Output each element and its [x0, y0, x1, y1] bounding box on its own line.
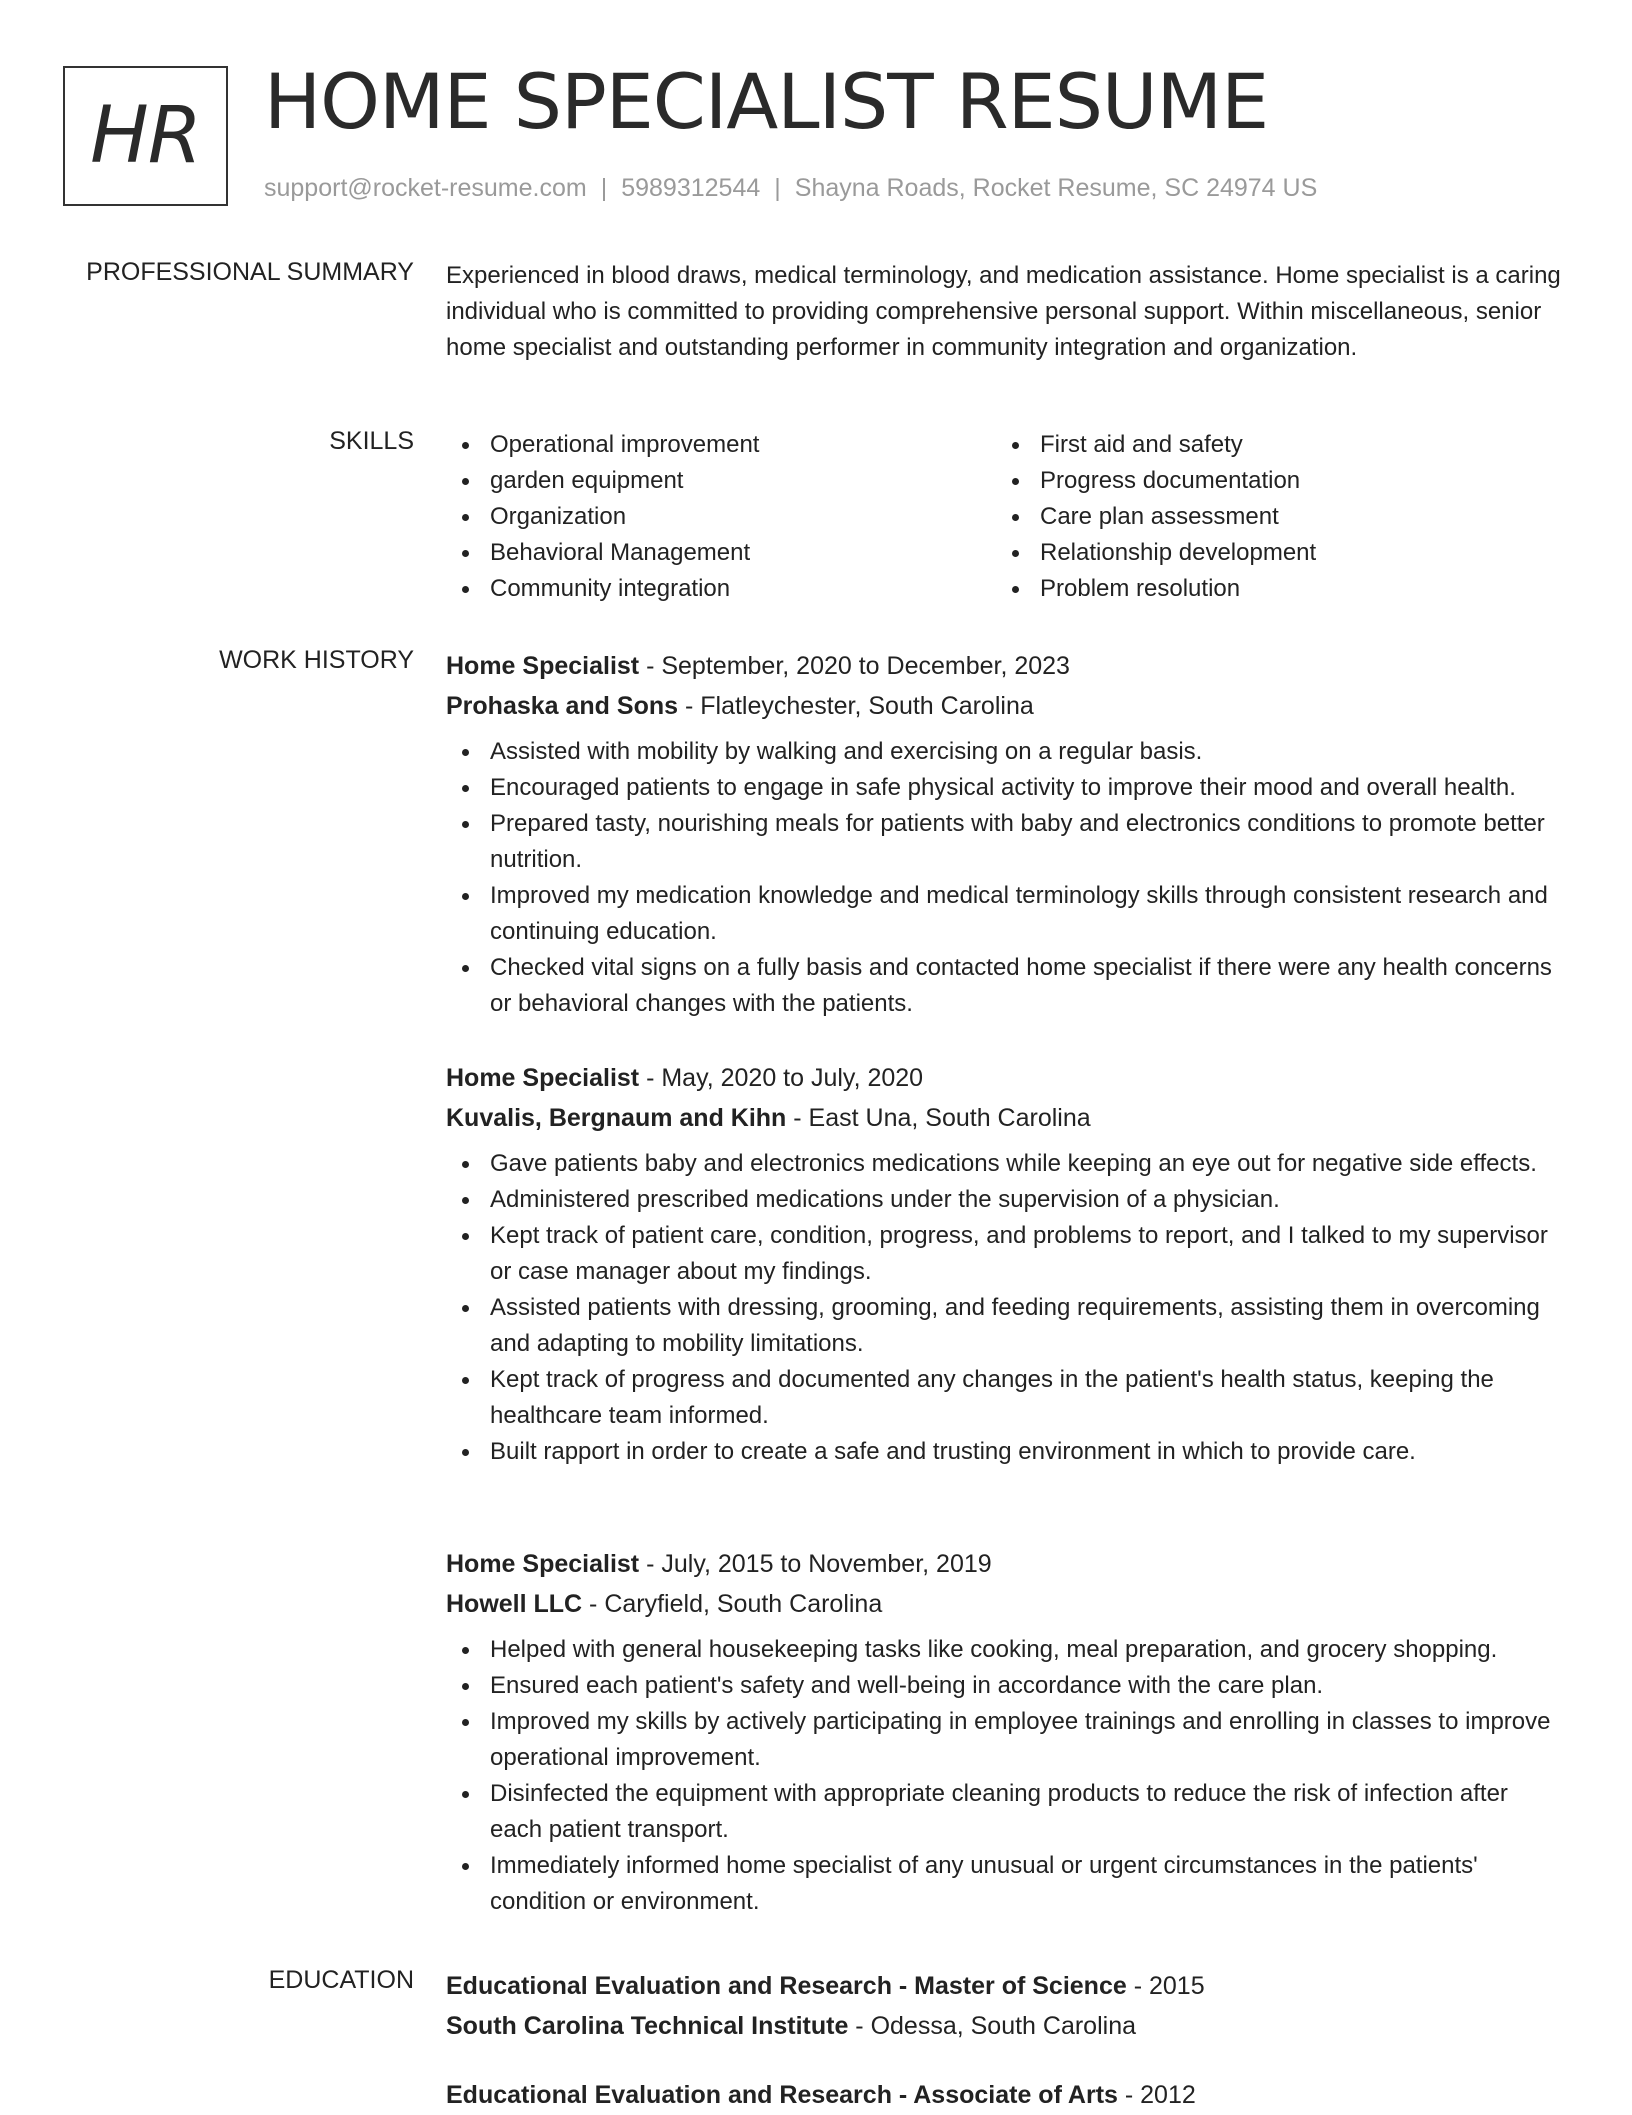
job-entry [446, 1058, 1566, 1470]
job-bullet: Gave patients baby and electronics medications while keeping an eye out for negative side effects. [446, 1146, 1566, 1182]
contact-address: Shayna Roads, Rocket Resume, SC 24974 US [794, 174, 1318, 202]
job-company-line [446, 686, 1566, 726]
skill-item: Relationship development [996, 535, 1536, 571]
education-year: - 2015 [1126, 1972, 1205, 2000]
job-location: - Caryfield, South Carolina [582, 1590, 883, 1618]
job-bullet: Assisted patients with dressing, grooming, and feeding requirements, assisting them in overcoming and adapting to mobility limitations. [446, 1290, 1566, 1362]
resume-title: HOME SPECIALIST RESUME [264, 57, 1269, 146]
job-dates: - September, 2020 to December, 2023 [639, 652, 1070, 680]
skill-item: Community integration [446, 571, 986, 607]
job-title-line [446, 1058, 1566, 1098]
job-title-line [446, 646, 1566, 686]
job-location: - East Una, South Carolina [786, 1104, 1091, 1132]
contact-phone: 5989312544 [621, 174, 761, 202]
contact-separator: | [774, 174, 781, 202]
education-school: South Carolina Technical Institute [446, 2012, 849, 2040]
education-school-line [446, 2006, 1566, 2046]
skills-label: SKILLS [329, 427, 414, 455]
monogram-box [63, 66, 228, 206]
skill-item: Care plan assessment [996, 499, 1536, 535]
job-company-line [446, 1098, 1566, 1138]
monogram-initials: HR [90, 91, 201, 181]
job-bullet: Administered prescribed medications under the supervision of a physician. [446, 1182, 1566, 1218]
job-title: Home Specialist [446, 652, 640, 680]
job-title: Home Specialist [446, 1064, 640, 1092]
job-bullet: Ensured each patient's safety and well-being in accordance with the care plan. [446, 1668, 1566, 1704]
summary-label: PROFESSIONAL SUMMARY [86, 258, 414, 286]
job-entry [446, 646, 1566, 1022]
job-bullet: Disinfected the equipment with appropriate cleaning products to reduce the risk of infection after each patient transport. [446, 1776, 1566, 1848]
job-company: Kuvalis, Bergnaum and Kihn [446, 1104, 787, 1132]
skill-item: Progress documentation [996, 463, 1536, 499]
contact-separator: | [600, 174, 608, 202]
job-bullets [446, 734, 1566, 1022]
skill-item: Problem resolution [996, 571, 1536, 607]
education-location: - Odessa, South Carolina [848, 2012, 1137, 2040]
job-bullet: Built rapport in order to create a safe and trusting environment in which to provide care. [446, 1434, 1566, 1470]
skill-item: Behavioral Management [446, 535, 986, 571]
education-degree: Educational Evaluation and Research - Associate of Arts [446, 2081, 1118, 2109]
job-bullet: Kept track of progress and documented any changes in the patient's health status, keeping the healthcare team informed. [446, 1362, 1566, 1434]
skill-item: Operational improvement [446, 427, 986, 463]
job-company: Howell LLC [446, 1590, 583, 1618]
education-degree-line [446, 1966, 1566, 2006]
job-dates: - July, 2015 to November, 2019 [639, 1550, 992, 1578]
skill-item: Organization [446, 499, 986, 535]
job-bullets [446, 1632, 1566, 1920]
job-bullet: Improved my medication knowledge and medical terminology skills through consistent research and continuing education. [446, 878, 1566, 950]
job-bullet: Prepared tasty, nourishing meals for patients with baby and electronics conditions to promote better nutrition. [446, 806, 1566, 878]
education-degree: Educational Evaluation and Research - Master of Science [446, 1972, 1127, 2000]
job-bullets [446, 1146, 1566, 1470]
job-company-line [446, 1584, 1566, 1624]
contact-line [264, 174, 1317, 203]
skills-column-2 [996, 427, 1536, 607]
contact-email: support@rocket-resume.com [264, 174, 587, 202]
job-bullet: Immediately informed home specialist of any unusual or urgent circumstances in the patients' condition or environment. [446, 1848, 1566, 1920]
job-bullet: Assisted with mobility by walking and exercising on a regular basis. [446, 734, 1566, 770]
education-entry [446, 2075, 1566, 2115]
job-bullet: Improved my skills by actively participating in employee trainings and enrolling in classes to improve operational improvement. [446, 1704, 1566, 1776]
job-bullet: Helped with general housekeeping tasks like cooking, meal preparation, and grocery shopping. [446, 1632, 1566, 1668]
job-company: Prohaska and Sons [446, 692, 679, 720]
education-entry [446, 1966, 1566, 2046]
skills-column-1 [446, 427, 986, 607]
education-label: EDUCATION [268, 1966, 414, 1994]
job-bullet: Checked vital signs on a fully basis and contacted home specialist if there were any health concerns or behavioral changes with the patients. [446, 950, 1566, 1022]
summary-text: Experienced in blood draws, medical terminology, and medication assistance. Home specialist is a caring individual who is committed to providing comprehensive personal support. Within miscellaneous, senior home specialist and outstanding performer in community integration and organization. [446, 262, 1561, 361]
job-title: Home Specialist [446, 1550, 640, 1578]
job-dates: - May, 2020 to July, 2020 [639, 1064, 924, 1092]
job-location: - Flatleychester, South Carolina [678, 692, 1034, 720]
skill-item: garden equipment [446, 463, 986, 499]
job-entry [446, 1544, 1566, 1920]
job-bullet: Kept track of patient care, condition, progress, and problems to report, and I talked to my supervisor or case manager about my findings. [446, 1218, 1566, 1290]
education-degree-line [446, 2075, 1566, 2115]
education-year: - 2012 [1117, 2081, 1196, 2109]
skill-item: First aid and safety [996, 427, 1536, 463]
job-bullet: Encouraged patients to engage in safe physical activity to improve their mood and overall health. [446, 770, 1566, 806]
job-title-line [446, 1544, 1566, 1584]
work-history-label: WORK HISTORY [219, 646, 414, 674]
